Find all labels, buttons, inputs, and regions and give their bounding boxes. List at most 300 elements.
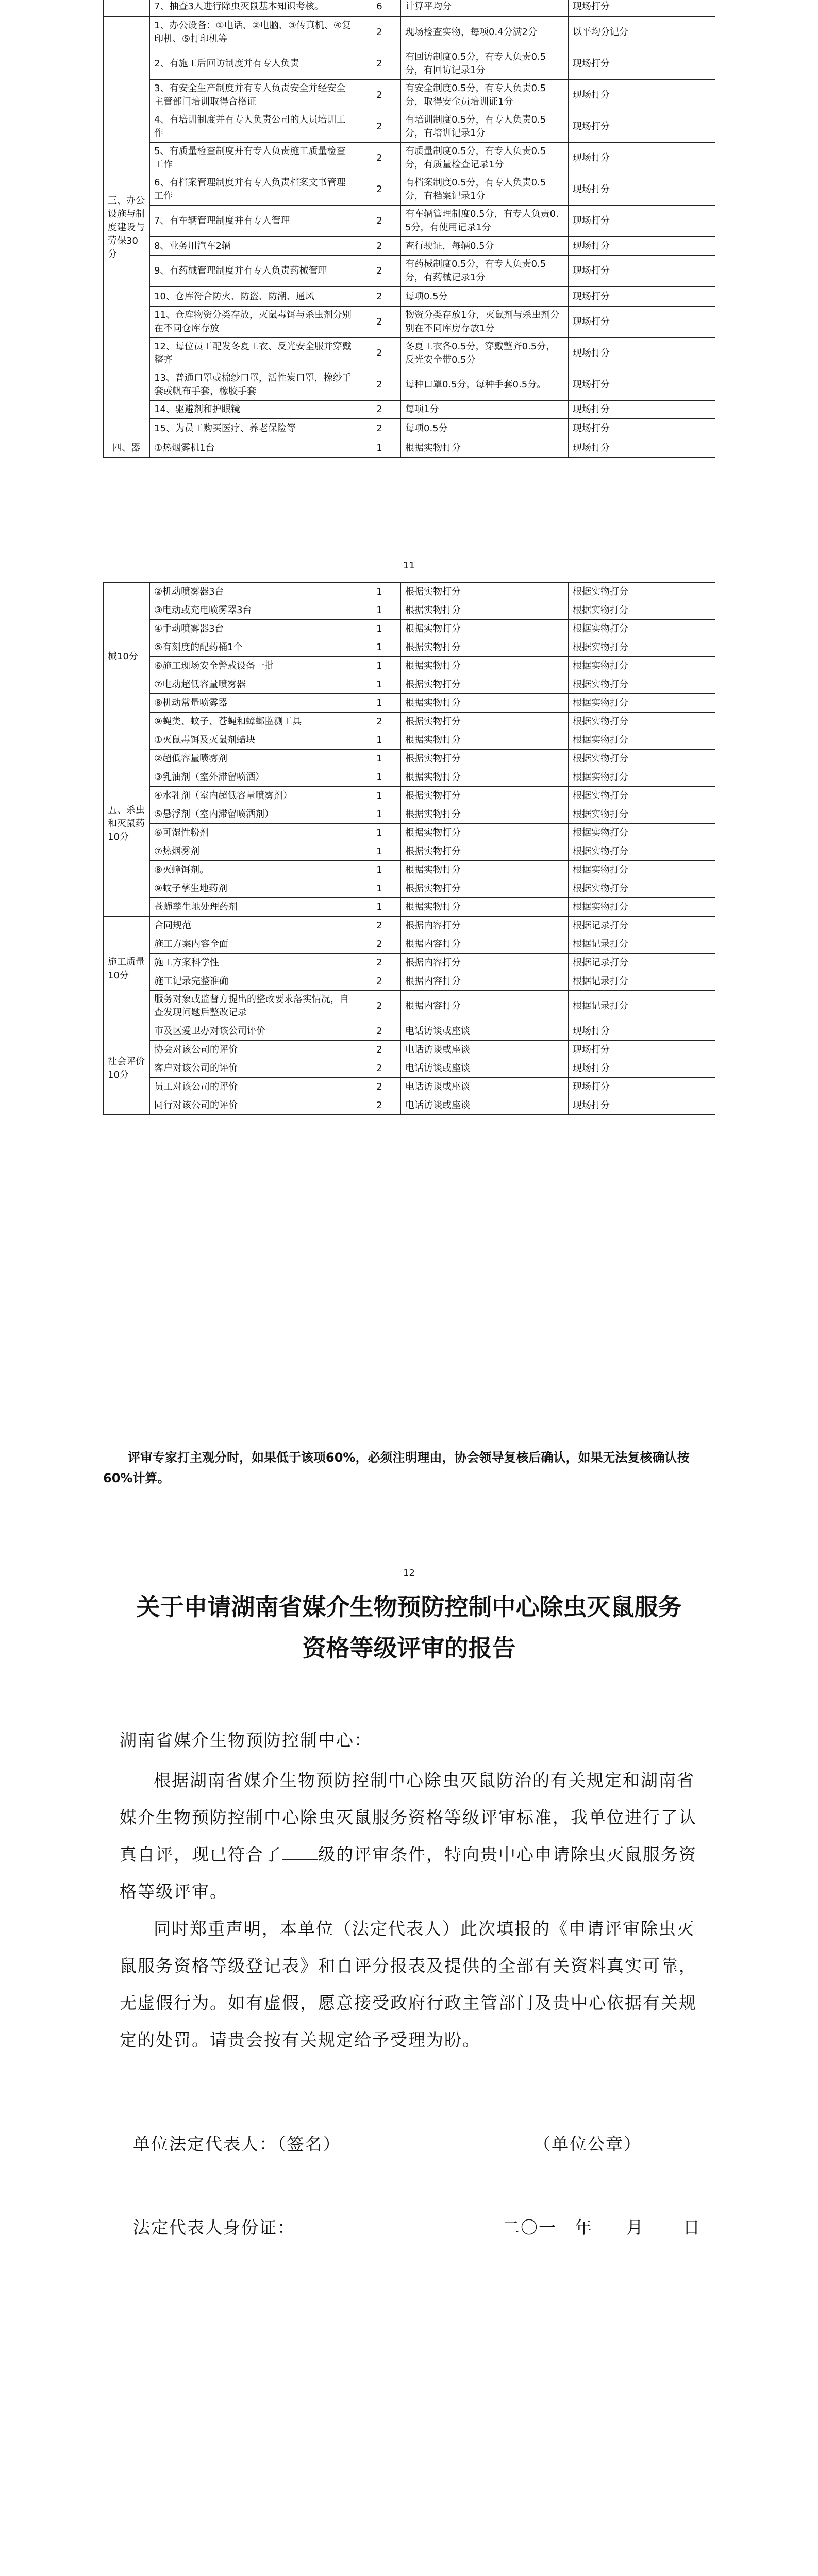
remark-cell: 根据实物打分 xyxy=(569,583,642,601)
table-row xyxy=(104,256,715,287)
date-month: 月 xyxy=(626,2217,644,2238)
method-cell: 有安全制度0.5分，有专人负责0.5分，取得安全员培训证1分 xyxy=(401,80,569,111)
table-row xyxy=(104,620,715,638)
table-row xyxy=(104,898,715,917)
table-row xyxy=(104,17,715,48)
remark-cell: 根据实物打分 xyxy=(569,713,642,731)
table-row xyxy=(104,369,715,401)
table-row xyxy=(104,731,715,750)
score-cell: 2 xyxy=(358,48,401,80)
remark-cell: 现场打分 xyxy=(569,401,642,419)
blank-cell xyxy=(642,935,715,954)
legal-rep-signature-label: 单位法定代表人：（签名） xyxy=(133,2134,341,2154)
remark-cell: 现场打分 xyxy=(569,206,642,237)
table-row xyxy=(104,842,715,861)
method-cell: 有药械制度0.5分，有专人负责0.5分，有药械记录1分 xyxy=(401,256,569,287)
table-row xyxy=(104,1096,715,1115)
blank-cell xyxy=(642,824,715,842)
method-cell: 电话访谈或座谈 xyxy=(401,1041,569,1059)
item-cell: ⑤有刻度的配药桶1个 xyxy=(150,638,358,657)
remark-cell: 根据实物打分 xyxy=(569,675,642,694)
table-row xyxy=(104,206,715,237)
method-cell: 根据实物打分 xyxy=(401,898,569,917)
table-row xyxy=(104,657,715,675)
grade-blank xyxy=(282,1844,318,1860)
item-cell: 协会对该公司的评价 xyxy=(150,1041,358,1059)
method-cell: 电话访谈或座谈 xyxy=(401,1022,569,1041)
page-13 xyxy=(0,1587,818,2576)
remark-cell: 现场打分 xyxy=(569,0,642,17)
score-cell: 2 xyxy=(358,143,401,174)
table-row xyxy=(104,438,715,458)
remark-cell: 现场打分 xyxy=(569,419,642,438)
table-row xyxy=(104,768,715,787)
method-cell: 根据实物打分 xyxy=(401,620,569,638)
score-cell: 2 xyxy=(358,1041,401,1059)
blank-cell xyxy=(642,675,715,694)
remark-cell: 根据记录打分 xyxy=(569,935,642,954)
score-cell: 2 xyxy=(358,917,401,935)
blank-cell xyxy=(642,991,715,1022)
method-cell: 现场检查实物，每项0.4分满2分 xyxy=(401,17,569,48)
table-row xyxy=(104,287,715,307)
blank-cell xyxy=(642,1022,715,1041)
item-cell: 客户对该公司的评价 xyxy=(150,1059,358,1078)
page-12 xyxy=(0,582,818,1587)
blank-cell xyxy=(642,307,715,338)
remark-cell: 现场打分 xyxy=(569,48,642,80)
paragraph-1-part-a: 根据湖南省媒介生物预防控制中心除虫灭鼠防治的有关规定和湖南省媒介生物预防控制中心除虫灭鼠服务资格等级评审标准，我单位进行了认真自评，现已符合了 xyxy=(120,1770,697,1865)
item-cell: ⑨蚊子孳生地药剂 xyxy=(150,879,358,898)
date-day: 日 xyxy=(683,2217,701,2238)
score-cell: 2 xyxy=(358,954,401,972)
table-row xyxy=(104,1022,715,1041)
blank-cell xyxy=(642,1059,715,1078)
blank-cell xyxy=(642,206,715,237)
blank-cell xyxy=(642,143,715,174)
blank-cell xyxy=(642,174,715,206)
p12-table-body xyxy=(104,583,715,1115)
item-cell: 苍蝇孳生地处理药剂 xyxy=(150,898,358,917)
method-cell: 根据实物打分 xyxy=(401,861,569,879)
score-cell: 2 xyxy=(358,111,401,143)
score-cell: 1 xyxy=(358,805,401,824)
method-cell: 有回访制度0.5分，有专人负责0.5分，有回访记录1分 xyxy=(401,48,569,80)
blank-cell xyxy=(642,256,715,287)
remark-cell: 现场打分 xyxy=(569,174,642,206)
blank-cell xyxy=(642,237,715,256)
blank-cell xyxy=(642,601,715,620)
remark-cell: 根据实物打分 xyxy=(569,861,642,879)
page-11 xyxy=(0,0,818,571)
report-title-line1: 关于申请湖南省媒介生物预防控制中心除虫灭鼠服务 xyxy=(136,1593,682,1621)
score-cell: 6 xyxy=(358,0,401,17)
blank-cell xyxy=(642,842,715,861)
table-row xyxy=(104,1078,715,1096)
method-cell: 根据实物打分 xyxy=(401,713,569,731)
score-cell: 2 xyxy=(358,419,401,438)
item-cell: ④手动喷雾器3台 xyxy=(150,620,358,638)
category-cell: 五、杀虫和灭鼠药10分 xyxy=(104,731,150,917)
method-cell: 根据内容打分 xyxy=(401,991,569,1022)
method-cell: 根据实物打分 xyxy=(401,675,569,694)
blank-cell xyxy=(642,1078,715,1096)
item-cell: 合同规范 xyxy=(150,917,358,935)
item-cell: ③乳油剂（室外滞留喷洒） xyxy=(150,768,358,787)
item-cell: ②机动喷雾器3台 xyxy=(150,583,358,601)
table-row xyxy=(104,601,715,620)
item-cell: 市及区爱卫办对该公司评价 xyxy=(150,1022,358,1041)
blank-cell xyxy=(642,419,715,438)
blank-cell xyxy=(642,438,715,458)
item-cell: 施工记录完整准确 xyxy=(150,972,358,991)
method-cell: 根据实物打分 xyxy=(401,731,569,750)
item-cell: 11、仓库物资分类存放，灭鼠毒饵与杀虫剂分别在不同仓库存放 xyxy=(150,307,358,338)
item-cell: ⑥可湿性粉剂 xyxy=(150,824,358,842)
remark-cell: 以平均分记分 xyxy=(569,17,642,48)
blank-cell xyxy=(642,879,715,898)
remark-cell: 现场打分 xyxy=(569,1059,642,1078)
table-row xyxy=(104,419,715,438)
item-cell: 同行对该公司的评价 xyxy=(150,1096,358,1115)
blank-cell xyxy=(642,17,715,48)
remark-cell: 现场打分 xyxy=(569,1078,642,1096)
category-cell: 施工质量10分 xyxy=(104,917,150,1022)
table-row xyxy=(104,675,715,694)
method-cell: 根据实物打分 xyxy=(401,805,569,824)
scoring-table-p12 xyxy=(103,582,715,1115)
score-cell: 2 xyxy=(358,972,401,991)
remark-cell: 现场打分 xyxy=(569,1041,642,1059)
score-cell: 1 xyxy=(358,638,401,657)
item-cell: 8、业务用汽车2辆 xyxy=(150,237,358,256)
score-cell: 1 xyxy=(358,842,401,861)
item-cell: 员工对该公司的评价 xyxy=(150,1078,358,1096)
item-cell: 3、有安全生产制度并有专人负责安全并经安全主管部门培训取得合格证 xyxy=(150,80,358,111)
blank-cell xyxy=(642,713,715,731)
blank-cell xyxy=(642,657,715,675)
score-cell: 1 xyxy=(358,657,401,675)
remark-cell: 根据实物打分 xyxy=(569,898,642,917)
method-cell: 有培训制度0.5分，有专人负责0.5分，有培训记录1分 xyxy=(401,111,569,143)
score-cell: 1 xyxy=(358,601,401,620)
score-cell: 1 xyxy=(358,438,401,458)
score-cell: 2 xyxy=(358,237,401,256)
method-cell: 根据实物打分 xyxy=(401,657,569,675)
remark-cell: 现场打分 xyxy=(569,80,642,111)
item-cell: ①热烟雾机1台 xyxy=(150,438,358,458)
method-cell: 根据实物打分 xyxy=(401,768,569,787)
score-cell: 2 xyxy=(358,174,401,206)
score-cell: 2 xyxy=(358,935,401,954)
table-row xyxy=(104,954,715,972)
remark-cell: 现场打分 xyxy=(569,369,642,401)
blank-cell xyxy=(642,694,715,713)
remark-cell: 根据实物打分 xyxy=(569,601,642,620)
remark-cell: 根据实物打分 xyxy=(569,620,642,638)
method-cell: 根据实物打分 xyxy=(401,638,569,657)
blank-cell xyxy=(642,80,715,111)
score-cell: 1 xyxy=(358,583,401,601)
table-row xyxy=(104,401,715,419)
blank-cell xyxy=(642,287,715,307)
table-row xyxy=(104,174,715,206)
score-cell: 2 xyxy=(358,206,401,237)
method-cell: 根据实物打分 xyxy=(401,750,569,768)
table-row xyxy=(104,338,715,369)
item-cell: ⑧灭蟑饵剂。 xyxy=(150,861,358,879)
table-row xyxy=(104,48,715,80)
remark-cell: 现场打分 xyxy=(569,237,642,256)
remark-cell: 根据实物打分 xyxy=(569,731,642,750)
method-cell: 根据实物打分 xyxy=(401,694,569,713)
score-cell: 1 xyxy=(358,675,401,694)
blank-cell xyxy=(642,861,715,879)
blank-cell xyxy=(642,583,715,601)
category-cell: 社会评价10分 xyxy=(104,1022,150,1115)
table-row xyxy=(104,917,715,935)
remark-cell: 根据记录打分 xyxy=(569,954,642,972)
item-cell: ②超低容量喷雾剂 xyxy=(150,750,358,768)
method-cell: 每项0.5分 xyxy=(401,287,569,307)
category-cell: 四、器 xyxy=(104,438,150,458)
method-cell: 有质量制度0.5分，有专人负责0.5分，有质量检查记录1分 xyxy=(401,143,569,174)
table-row xyxy=(104,694,715,713)
method-cell: 根据内容打分 xyxy=(401,954,569,972)
p11-table-body xyxy=(104,0,715,458)
table-row xyxy=(104,787,715,805)
blank-cell xyxy=(642,731,715,750)
report-title-line2: 资格等级评审的报告 xyxy=(302,1634,516,1662)
score-cell: 2 xyxy=(358,307,401,338)
item-cell: ⑧机动常量喷雾器 xyxy=(150,694,358,713)
item-cell: ⑤悬浮剂（室内滞留喷洒剂） xyxy=(150,805,358,824)
category-cell: 械10分 xyxy=(104,583,150,731)
method-cell: 根据内容打分 xyxy=(401,972,569,991)
item-cell: 6、有档案管理制度并有专人负责档案文书管理工作 xyxy=(150,174,358,206)
score-cell: 2 xyxy=(358,713,401,731)
table-row xyxy=(104,972,715,991)
item-cell: 9、有药械管理制度并有专人负责药械管理 xyxy=(150,256,358,287)
score-cell: 2 xyxy=(358,1022,401,1041)
blank-cell xyxy=(642,48,715,80)
method-cell: 计算平均分 xyxy=(401,0,569,17)
table-row xyxy=(104,80,715,111)
method-cell: 有车辆管理制度0.5分，有专人负责0.5分，有使用记录1分 xyxy=(401,206,569,237)
score-cell: 2 xyxy=(358,1059,401,1078)
method-cell: 根据实物打分 xyxy=(401,842,569,861)
item-cell: 13、普通口罩或棉纱口罩，活性炭口罩，橡纱手套或帆布手套，橡胶手套 xyxy=(150,369,358,401)
item-cell: 14、驱避剂和护眼镜 xyxy=(150,401,358,419)
item-cell: ⑦热烟雾剂 xyxy=(150,842,358,861)
table-row xyxy=(104,713,715,731)
score-cell: 1 xyxy=(358,824,401,842)
item-cell: ④水乳剂（室内超低容量喷雾剂） xyxy=(150,787,358,805)
table-row xyxy=(104,1041,715,1059)
remark-cell: 根据记录打分 xyxy=(569,991,642,1022)
blank-cell xyxy=(642,898,715,917)
remark-cell: 现场打分 xyxy=(569,256,642,287)
blank-cell xyxy=(642,805,715,824)
item-cell: 7、有车辆管理制度并有专人管理 xyxy=(150,206,358,237)
paragraph-2: 同时郑重声明，本单位（法定代表人）此次填报的《申请评审除虫灭鼠服务资格等级登记表》和自评分报表及提供的全部有关资料真实可靠，无虚假行为。如有虚假，愿意接受政府行政主管部门及贵中心依据有关规定的处罚。请贵会按有关规定给予受理为盼。 xyxy=(120,1919,697,2050)
method-cell: 冬夏工衣各0.5分，穿戴整齐0.5分，反光安全带0.5分 xyxy=(401,338,569,369)
score-cell: 1 xyxy=(358,620,401,638)
score-cell: 1 xyxy=(358,787,401,805)
table-row xyxy=(104,935,715,954)
score-cell: 1 xyxy=(358,694,401,713)
blank-cell xyxy=(642,638,715,657)
item-cell: ⑨蝇类、蚊子、苍蝇和蟑螂监测工具 xyxy=(150,713,358,731)
score-cell: 2 xyxy=(358,1078,401,1096)
remark-cell: 根据实物打分 xyxy=(569,842,642,861)
table-row xyxy=(104,824,715,842)
table-row xyxy=(104,0,715,17)
page-number-12: 12 xyxy=(403,1568,415,1579)
item-cell: 5、有质量检查制度并有专人负责施工质量检查工作 xyxy=(150,143,358,174)
legal-rep-id-label: 法定代表人身份证： xyxy=(133,2217,295,2238)
paragraph-1-part-b: 级的评审条件，特向贵中心申请除虫灭鼠服务资格等级评审。 xyxy=(120,1844,697,1902)
table-row xyxy=(104,805,715,824)
blank-cell xyxy=(642,369,715,401)
remark-cell: 根据记录打分 xyxy=(569,917,642,935)
remark-cell: 根据实物打分 xyxy=(569,787,642,805)
score-cell: 1 xyxy=(358,879,401,898)
score-cell: 1 xyxy=(358,768,401,787)
category-cell: 三、办公设施与制度建设与劳保30分 xyxy=(104,17,150,438)
remark-cell: 现场打分 xyxy=(569,338,642,369)
item-cell: 15、为员工购买医疗、养老保险等 xyxy=(150,419,358,438)
score-cell: 2 xyxy=(358,256,401,287)
item-cell: ③电动或充电喷雾器3台 xyxy=(150,601,358,620)
item-cell: 施工方案科学性 xyxy=(150,954,358,972)
item-cell: 2、有施工后回访制度并有专人负责 xyxy=(150,48,358,80)
item-cell: 4、有培训制度并有专人负责公司的人员培训工作 xyxy=(150,111,358,143)
remark-cell: 现场打分 xyxy=(569,111,642,143)
remark-cell: 现场打分 xyxy=(569,287,642,307)
blank-cell xyxy=(642,750,715,768)
review-note: 评审专家打主观分时，如果低于该项60%，必须注明理由，协会领导复核后确认，如果无法复核确认按60%计算。 xyxy=(103,1450,690,1485)
item-cell: 1、办公设备：①电话、②电脑、③传真机、④复印机、⑤打印机等 xyxy=(150,17,358,48)
blank-cell xyxy=(642,1041,715,1059)
method-cell: 物资分类存放1分，灭鼠剂与杀虫剂分别在不同库房存放1分 xyxy=(401,307,569,338)
method-cell: 电话访谈或座谈 xyxy=(401,1059,569,1078)
item-cell: 施工方案内容全面 xyxy=(150,935,358,954)
method-cell: 根据实物打分 xyxy=(401,438,569,458)
blank-cell xyxy=(642,954,715,972)
table-row xyxy=(104,111,715,143)
method-cell: 根据实物打分 xyxy=(401,824,569,842)
method-cell: 电话访谈或座谈 xyxy=(401,1096,569,1115)
score-cell: 1 xyxy=(358,898,401,917)
paragraph-1 xyxy=(120,1762,702,1910)
unit-seal-label: （单位公章） xyxy=(533,2134,642,2154)
table-row xyxy=(104,750,715,768)
remark-cell: 现场打分 xyxy=(569,438,642,458)
method-cell: 每项1分 xyxy=(401,401,569,419)
blank-cell xyxy=(642,972,715,991)
blank-cell xyxy=(642,917,715,935)
table-row xyxy=(104,1059,715,1078)
method-cell: 电话访谈或座谈 xyxy=(401,1078,569,1096)
remark-cell: 根据实物打分 xyxy=(569,805,642,824)
score-cell: 2 xyxy=(358,80,401,111)
blank-cell xyxy=(642,0,715,17)
table-row xyxy=(104,583,715,601)
score-cell: 2 xyxy=(358,369,401,401)
remark-cell: 现场打分 xyxy=(569,307,642,338)
remark-cell: 根据实物打分 xyxy=(569,694,642,713)
table-row xyxy=(104,143,715,174)
method-cell: 根据实物打分 xyxy=(401,583,569,601)
table-row xyxy=(104,991,715,1022)
item-cell: 12、每位员工配发冬夏工衣、反光安全服并穿戴整齐 xyxy=(150,338,358,369)
page-number-11: 11 xyxy=(403,560,415,571)
score-cell: 2 xyxy=(358,287,401,307)
method-cell: 根据实物打分 xyxy=(401,787,569,805)
method-cell: 每项0.5分 xyxy=(401,419,569,438)
table-row xyxy=(104,879,715,898)
item-cell: 10、仓库符合防火、防盗、防潮、通风 xyxy=(150,287,358,307)
item-cell: 7、抽查3人进行除虫灭鼠基本知识考核。 xyxy=(150,0,358,17)
method-cell: 每种口罩0.5分，每种手套0.5分。 xyxy=(401,369,569,401)
remark-cell: 根据实物打分 xyxy=(569,750,642,768)
remark-cell: 根据实物打分 xyxy=(569,879,642,898)
remark-cell: 根据实物打分 xyxy=(569,768,642,787)
score-cell: 2 xyxy=(358,401,401,419)
blank-cell xyxy=(642,787,715,805)
table-row xyxy=(104,307,715,338)
item-cell: ①灭鼠毒饵及灭鼠剂蜡块 xyxy=(150,731,358,750)
blank-cell xyxy=(642,338,715,369)
remark-cell: 现场打分 xyxy=(569,1096,642,1115)
remark-cell: 现场打分 xyxy=(569,143,642,174)
remark-cell: 根据实物打分 xyxy=(569,657,642,675)
method-cell: 查行驶证，每辆0.5分 xyxy=(401,237,569,256)
remark-cell: 现场打分 xyxy=(569,1022,642,1041)
score-cell: 2 xyxy=(358,338,401,369)
blank-cell xyxy=(642,620,715,638)
item-cell: 服务对象或监督方提出的整改要求落实情况，自查发现问题后整改记录 xyxy=(150,991,358,1022)
remark-cell: 根据实物打分 xyxy=(569,638,642,657)
method-cell: 根据内容打分 xyxy=(401,917,569,935)
method-cell: 根据内容打分 xyxy=(401,935,569,954)
score-cell: 1 xyxy=(358,750,401,768)
scoring-table-p11 xyxy=(103,0,715,458)
method-cell: 根据实物打分 xyxy=(401,601,569,620)
table-row xyxy=(104,861,715,879)
blank-cell xyxy=(642,768,715,787)
item-cell: ⑦电动超低容量喷雾器 xyxy=(150,675,358,694)
salutation: 湖南省媒介生物预防控制中心： xyxy=(120,1730,372,1750)
item-cell: ⑥施工现场安全警戒设备一批 xyxy=(150,657,358,675)
date-year: 二〇一 年 xyxy=(503,2217,593,2238)
score-cell: 2 xyxy=(358,17,401,48)
table-row xyxy=(104,638,715,657)
blank-cell xyxy=(642,1096,715,1115)
score-cell: 1 xyxy=(358,861,401,879)
score-cell: 2 xyxy=(358,1096,401,1115)
score-cell: 2 xyxy=(358,991,401,1022)
remark-cell: 根据记录打分 xyxy=(569,972,642,991)
remark-cell: 根据实物打分 xyxy=(569,824,642,842)
method-cell: 有档案制度0.5分，有专人负责0.5分，有档案记录1分 xyxy=(401,174,569,206)
method-cell: 根据实物打分 xyxy=(401,879,569,898)
score-cell: 1 xyxy=(358,731,401,750)
blank-cell xyxy=(642,401,715,419)
table-row xyxy=(104,237,715,256)
blank-cell xyxy=(642,111,715,143)
